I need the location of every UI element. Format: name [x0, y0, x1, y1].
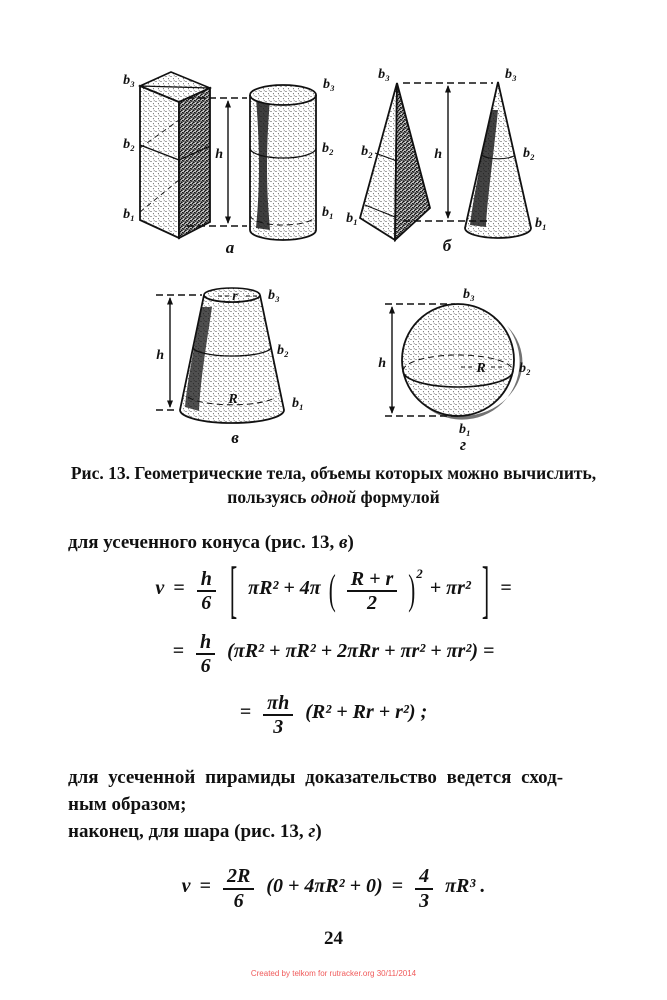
- figure-13g-sphere: [375, 278, 590, 459]
- label-h: h: [434, 147, 442, 162]
- f4-frac-2R6: $\frac{2R}{6}$: [223, 865, 254, 912]
- formula-truncated-cone-3: [0, 692, 667, 739]
- figure-13g-illustration: [375, 278, 590, 454]
- label-h: h: [156, 348, 164, 363]
- figure-13v-illustration: [130, 275, 360, 447]
- intro-line: [68, 529, 605, 556]
- f1-exponent: 2: [416, 566, 423, 582]
- intro-post: ): [347, 532, 354, 553]
- subfigure-letter-v: в: [231, 428, 239, 447]
- paragraph-line2: ным образом;: [68, 794, 187, 816]
- label-b2: b₂: [123, 137, 135, 152]
- label-h: h: [215, 147, 223, 162]
- f1-eq2: =: [500, 577, 512, 600]
- formula-truncated-cone-2: [0, 631, 667, 678]
- paragraph-line3-post: ): [315, 821, 322, 843]
- figure-13a-illustration: [95, 60, 350, 258]
- figure-13b-pyramid-cone: [345, 55, 570, 260]
- subfigure-letter-b: б: [442, 236, 452, 255]
- f1-left-bracket: [: [229, 551, 238, 625]
- label-b2: b₂: [277, 343, 289, 358]
- f4-eq1: =: [199, 874, 211, 897]
- f1-eq1: =: [173, 577, 185, 600]
- label-b3: b₃: [463, 287, 475, 302]
- f3-eq1: =: [239, 700, 252, 723]
- figure-caption: [30, 461, 637, 509]
- paragraph-line3-italic: г: [308, 821, 316, 843]
- subfigure-letter-g: г: [459, 435, 467, 454]
- f4-v: v: [181, 874, 191, 897]
- label-b3: b₃: [378, 67, 390, 82]
- paragraph-line1: для усеченной пирамиды доказательство ведется сход-: [68, 767, 564, 789]
- label-R: R: [228, 392, 238, 407]
- label-b3: b₃: [268, 288, 280, 303]
- f4-body: (0 + 4πR² + 0): [266, 874, 383, 897]
- caption-line2-post: формулой: [356, 487, 440, 507]
- f4-frac-43: $\frac{4}{3}$: [415, 865, 433, 912]
- formula-truncated-cone-1: [0, 551, 667, 625]
- f1-v: v: [155, 577, 165, 600]
- label-r: r: [232, 289, 238, 304]
- label-b2-right: b₂: [523, 146, 535, 161]
- formula-sphere: [0, 865, 667, 912]
- f1-term1: πR² + 4π: [248, 577, 321, 600]
- figure-13b-illustration: [345, 55, 570, 255]
- figure-13v-truncated-cone: [130, 275, 360, 452]
- caption-line2-pre: пользуясь: [227, 487, 311, 507]
- f1-right-bracket: ]: [481, 551, 490, 625]
- label-b2: b₂: [361, 144, 373, 159]
- label-b2: b₂: [519, 361, 531, 376]
- f3-frac-pih3: $\frac{\pi h}{3}$: [263, 692, 293, 739]
- f1-frac-Rr2: $\frac{R + r}{2}$: [347, 568, 398, 615]
- prism-shape: [140, 72, 210, 238]
- label-b3-right: b₃: [505, 67, 517, 82]
- f1-frac-h6: $\frac{h}{6}$: [197, 568, 216, 615]
- label-b1-right: b₁: [322, 205, 334, 220]
- pyramid-shape: [360, 83, 430, 240]
- label-b2-right: b₂: [322, 141, 334, 156]
- label-b3: b₃: [123, 73, 135, 88]
- page-number: 24: [324, 928, 343, 950]
- label-b1: b₁: [459, 422, 471, 437]
- label-b1-right: b₁: [535, 216, 547, 231]
- watermark-text: Created by telkom for rutracker.org 30/11/2014: [250, 969, 417, 978]
- cone-shape: [465, 82, 531, 238]
- label-R: R: [476, 361, 486, 376]
- label-b1: b₁: [292, 396, 304, 411]
- caption-line2-italic: одной: [310, 487, 357, 507]
- sphere-shape: [402, 304, 522, 420]
- label-b1: b₁: [123, 207, 135, 222]
- intro-pre: для усеченного конуса (рис. 13,: [68, 532, 340, 553]
- paragraph: [68, 764, 605, 845]
- f1-left-paren: (: [328, 565, 336, 614]
- caption-line1: Рис. 13. Геометрические тела, объемы которых можно вычислить,: [70, 463, 597, 483]
- f2-eq1: =: [172, 640, 185, 663]
- f2-frac-h6: $\frac{h}{6}$: [196, 631, 215, 678]
- f1-right-paren: ): [408, 565, 416, 614]
- f1-term2: + πr²: [429, 577, 471, 600]
- label-h: h: [378, 356, 386, 371]
- intro-italic: в: [339, 532, 348, 553]
- f2-body: (πR² + πR² + 2πRr + πr² + πr²) =: [227, 640, 495, 663]
- cylinder-shape: [250, 85, 316, 240]
- subfigure-letter-a: а: [225, 238, 235, 257]
- figure-13a-prism-cylinder: [95, 60, 350, 263]
- f4-tail: πR³ .: [445, 874, 486, 897]
- figure-13: [0, 0, 667, 455]
- f4-eq2: =: [391, 874, 404, 897]
- f3-body: (R² + Rr + r²) ;: [305, 700, 428, 723]
- label-b3-right: b₃: [323, 77, 335, 92]
- paragraph-line3-pre: наконец, для шара (рис. 13,: [68, 821, 309, 843]
- label-b1: b₁: [346, 211, 358, 226]
